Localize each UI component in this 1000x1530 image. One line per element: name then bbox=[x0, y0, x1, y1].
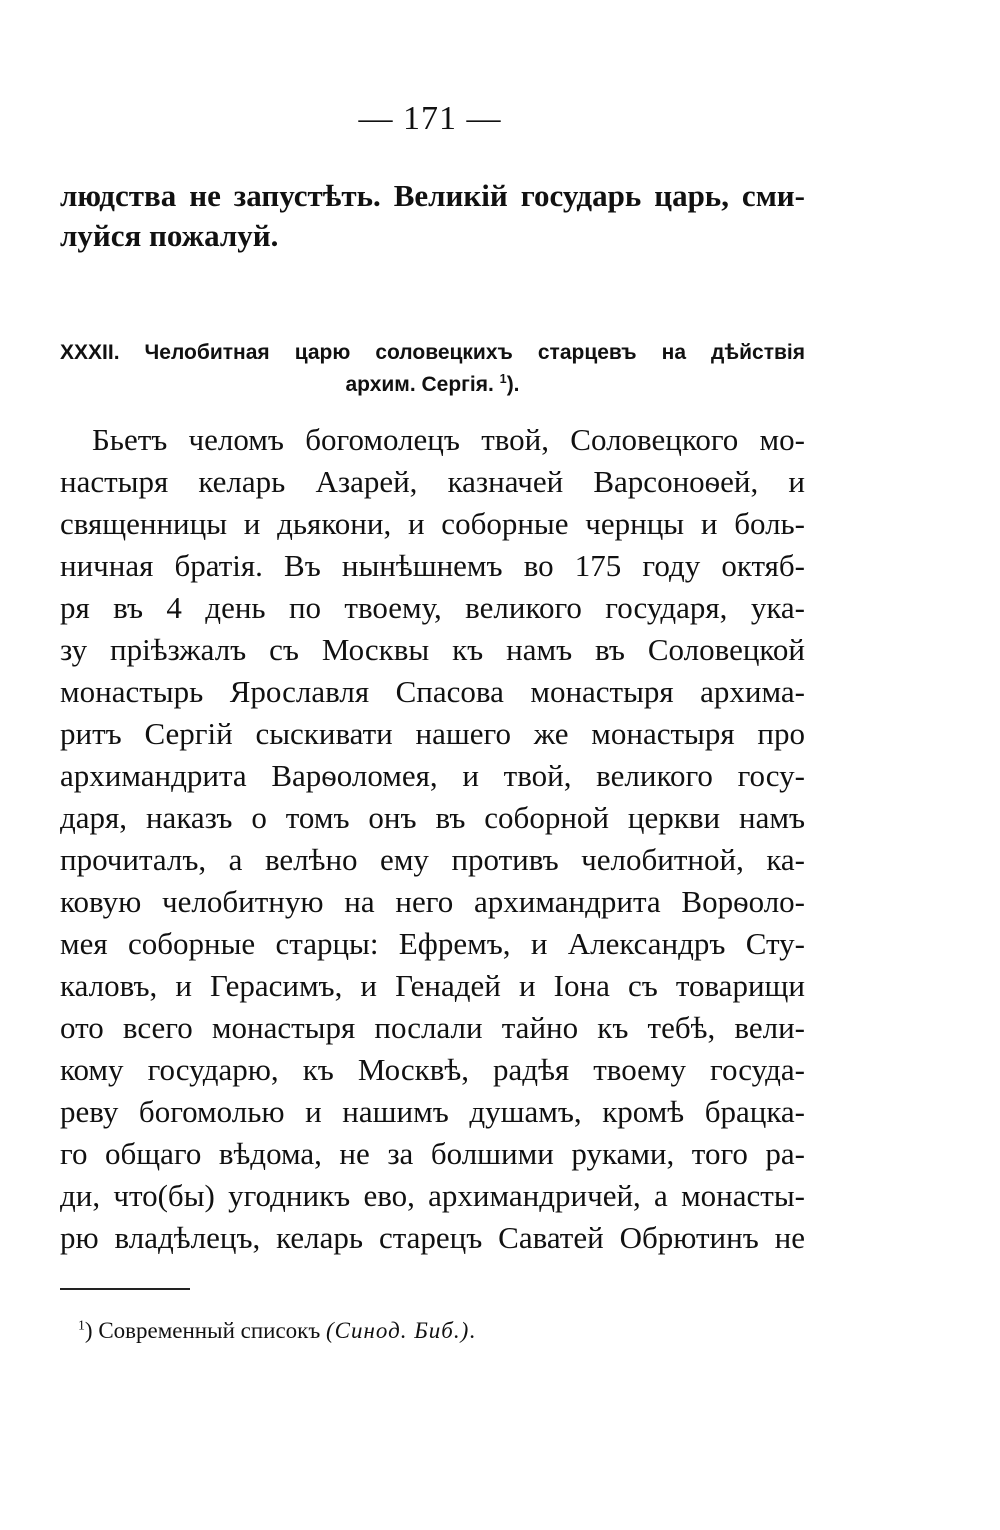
body-line-20: рю владѣлецъ, келарь старецъ Саватей Обрютинъ не bbox=[60, 1220, 805, 1255]
body-line-9: архимандрита Варѳоломея, и твой, великого госу- bbox=[60, 758, 805, 793]
heading-text: архим. Сергія. bbox=[345, 373, 500, 396]
body-line-19: ди, что(бы) угодникъ ево, архимандричей, а монасты- bbox=[60, 1178, 805, 1213]
footnote-divider bbox=[60, 1288, 190, 1290]
body-line-17: реву богомолью и нашимъ душамъ, кромѣ брацка- bbox=[60, 1094, 805, 1129]
body-line-8: ритъ Сергій сыскивати нашего же монастыря про bbox=[60, 716, 805, 751]
footnote-marker: 1 bbox=[78, 1317, 85, 1333]
body-line-5: ря въ 4 день по твоему, великого государя, ука- bbox=[60, 590, 805, 625]
footnote-reference[interactable]: 1 bbox=[499, 372, 507, 386]
body-line-4: ничная братія. Въ нынѣшнемъ во 175 году октяб- bbox=[60, 548, 805, 583]
body-line-1: Бьетъ челомъ богомолецъ твой, Соловецкого мо- bbox=[92, 422, 805, 457]
section-heading-line-1: XXXII. Челобитная царю соловецкихъ старцевъ на дѣйствія bbox=[60, 341, 805, 364]
footnote-source: (Синод. Биб.) bbox=[325, 1318, 470, 1343]
heading-tail: ). bbox=[506, 373, 520, 396]
body-line-15: ото всего монастыря послали тайно къ тебѣ, вели- bbox=[60, 1010, 805, 1045]
footnote bbox=[78, 1316, 475, 1346]
footnote-tail: . bbox=[469, 1318, 476, 1343]
body-line-18: го общаго вѣдома, не за болшими руками, того ра- bbox=[60, 1136, 805, 1171]
body-line-13: мея соборные старцы: Ефремъ, и Александръ Сту- bbox=[60, 926, 805, 961]
body-line-3: священницы и дьякони, и соборные чернцы и боль- bbox=[60, 506, 805, 541]
body-line-11: прочиталъ, а велѣно ему противъ челобитной, ка- bbox=[60, 842, 805, 877]
body-line-10: даря, наказъ о томъ онъ въ соборной церкви намъ bbox=[60, 800, 805, 835]
body-line-6: зу пріѣзжалъ съ Москвы къ намъ въ Соловецкой bbox=[60, 632, 805, 667]
footnote-text: Современный списокъ bbox=[92, 1318, 326, 1343]
continuation-line-1: людства не запустѣть. Великій государь царь, сми- bbox=[60, 178, 805, 213]
body-line-7: монастырь Ярославля Спасова монастыря архима- bbox=[60, 674, 805, 709]
page-number: — 171 — bbox=[358, 100, 502, 137]
body-line-14: каловъ, и Герасимъ, и Генадей и Іона съ товарищи bbox=[60, 968, 805, 1003]
body-line-2: настыря келарь Азарей, казначей Варсоноѳей, и bbox=[60, 464, 805, 499]
footnote-marker-close: ) bbox=[84, 1318, 93, 1343]
continuation-line-2: луйся пожалуй. bbox=[60, 218, 279, 253]
body-line-12: ковую челобитную на него архимандрита Ворѳоло- bbox=[60, 884, 805, 919]
body-line-16: кому государю, къ Москвѣ, радѣя твоему госуда- bbox=[60, 1052, 805, 1087]
section-heading-line-2 bbox=[60, 370, 805, 400]
